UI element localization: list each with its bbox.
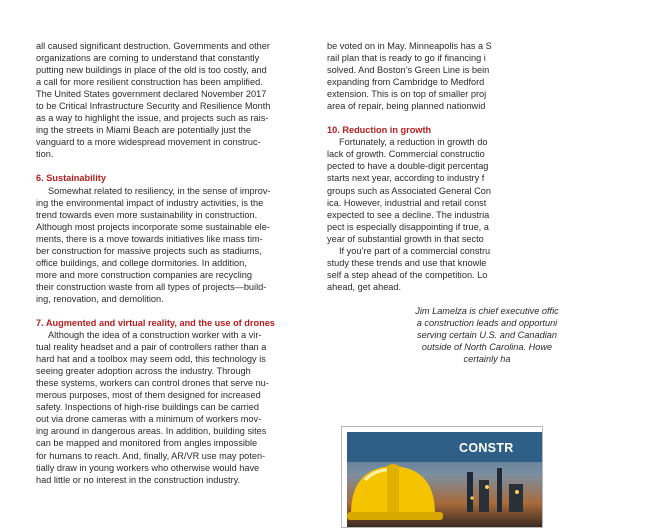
section-heading-reduction-in-growth: 10. Reduction in growth xyxy=(327,125,432,136)
text-line: as a way to highlight the issue, and projects such as rais- xyxy=(36,113,269,124)
section-heading-sustainability: 6. Sustainability xyxy=(36,173,106,184)
advertisement-image xyxy=(347,432,542,527)
text-line: ahead, get ahead. xyxy=(327,281,402,292)
hard-hat-illustration xyxy=(347,432,547,532)
text-line: ments, there is a move towards initiatives like mass tim- xyxy=(36,233,263,244)
text-line: safety. Inspections of high-rise buildings can be carried xyxy=(36,402,260,413)
tower-silhouette xyxy=(509,484,523,512)
light-dot xyxy=(470,496,473,499)
text-line: Somewhat related to resiliency, in the sense of improv- xyxy=(48,185,271,196)
text-line: If you’re part of a commercial constru xyxy=(339,245,491,256)
construction-advertisement[interactable] xyxy=(341,426,543,528)
text-line: ber construction for massive projects such as stadiums, xyxy=(36,245,262,256)
resiliency-continued-paragraph xyxy=(36,40,306,160)
text-line: Although most projects incorporate some sustainable ele- xyxy=(36,221,270,232)
text-line: tual reality headset and a pair of controllers rather than a xyxy=(36,342,267,353)
text-line: area of repair, being planned nationwid xyxy=(327,101,486,112)
text-line: these systems, workers can control drones that serve nu- xyxy=(36,378,269,389)
bio-line: serving certain U.S. and Canadian xyxy=(417,330,557,341)
text-line: pect is especially disappointing if true, a xyxy=(327,221,489,232)
text-line: be voted on in May. Minneapolis has a S xyxy=(327,41,492,51)
text-line: self a step ahead of the competition. Lo xyxy=(327,269,488,280)
section-heading-ar-vr-drones: 7. Augmented and virtual reality, and the use of drones xyxy=(36,317,275,328)
advertisement-title: CONSTR xyxy=(459,441,514,455)
tower-silhouette xyxy=(467,472,473,512)
text-line: Although the idea of a construction worker with a vir- xyxy=(48,330,262,341)
conclusion-paragraph xyxy=(327,245,557,293)
text-line: a call for more resilient construction has been amplified. xyxy=(36,77,263,88)
text-line: groups such as Associated General Con xyxy=(327,185,491,196)
author-bio xyxy=(307,305,667,365)
text-line: trend towards even more sustainability in construction. xyxy=(36,209,258,220)
text-line: seeing greater adoption across the industry. Through xyxy=(36,366,251,377)
text-line: out via drone cameras with a minimum of workers mov- xyxy=(36,414,262,425)
text-line: year of substantial growth in that secto xyxy=(327,233,484,244)
text-line: ing around in dangerous areas. In addition, building sites xyxy=(36,426,267,437)
text-line: expanding from Cambridge to Medford xyxy=(327,77,485,88)
bio-line: a construction leads and opportuni xyxy=(416,317,558,328)
text-line: office buildings, and college dormitories. In addition, xyxy=(36,257,247,268)
text-line: tially draw in young workers who otherwise would have xyxy=(36,462,260,473)
text-line: for humans to reach. And, finally, AR/VR use may poten- xyxy=(36,450,266,461)
reduction-in-growth-paragraph xyxy=(327,136,557,244)
text-line: The United States government declared November 2017 xyxy=(36,89,267,100)
bio-line: outside of North Carolina. Howe xyxy=(421,342,553,353)
hard-hat-brim xyxy=(347,512,443,520)
hard-hat-ridge xyxy=(387,464,399,514)
text-line: organizations are coming to understand that constantly xyxy=(36,53,260,64)
left-column xyxy=(36,40,306,486)
tower-silhouette xyxy=(479,480,489,512)
transit-paragraph xyxy=(327,40,557,112)
right-column xyxy=(327,40,557,365)
text-line: extension. This is on top of smaller proj xyxy=(327,89,487,100)
text-line: ing the environmental impact of industry activities, is the xyxy=(36,197,264,208)
text-line: to be Critical Infrastructure Security and Resilience Month xyxy=(36,101,271,112)
text-line: all caused significant destruction. Governments and other xyxy=(36,41,270,51)
text-line: pected to have a double-digit percentag xyxy=(327,161,489,172)
text-line: Fortunately, a reduction in growth do xyxy=(339,137,488,148)
text-line: ing, renovation, and demolition. xyxy=(36,293,164,304)
sustainability-paragraph xyxy=(36,185,306,305)
text-line: tion. xyxy=(36,149,54,160)
text-line: had little or no interest in the construction industry. xyxy=(36,474,241,485)
text-line: their construction waste from all types of projects—build- xyxy=(36,281,267,292)
text-line: ing the streets in Miami Beach are potentially just the xyxy=(36,125,251,136)
light-dot xyxy=(485,485,489,489)
light-dot xyxy=(515,490,519,494)
text-line: study these trends and use that knowle xyxy=(327,257,487,268)
text-line: rail plan that is ready to go if financing i xyxy=(327,53,486,64)
text-line: ica. However, industrial and retail const xyxy=(327,197,487,208)
bio-line: certainly ha xyxy=(463,354,511,365)
text-line: lack of growth. Commercial constructio xyxy=(327,149,485,160)
text-line: putting new buildings in place of the old is too costly, and xyxy=(36,65,267,76)
text-line: merous purposes, most of them designed for increased xyxy=(36,390,261,401)
text-line: expected to see a decline. The industria xyxy=(327,209,490,220)
text-line: vanguard to a more widespread movement in construc- xyxy=(36,137,261,148)
text-line: solved. And Boston’s Green Line is bein xyxy=(327,65,490,76)
text-line: starts next year, according to industry f xyxy=(327,173,485,184)
tower-silhouette xyxy=(497,468,502,512)
text-line: hard hat and a toolbox may seem odd, this technology is xyxy=(36,354,266,365)
ar-vr-drones-paragraph xyxy=(36,329,306,486)
text-line: more and more construction companies are recycling xyxy=(36,269,253,280)
bio-line: Jim Lamelza is chief executive offic xyxy=(415,305,559,316)
text-line: can be mapped and monitored from angles impossible xyxy=(36,438,258,449)
